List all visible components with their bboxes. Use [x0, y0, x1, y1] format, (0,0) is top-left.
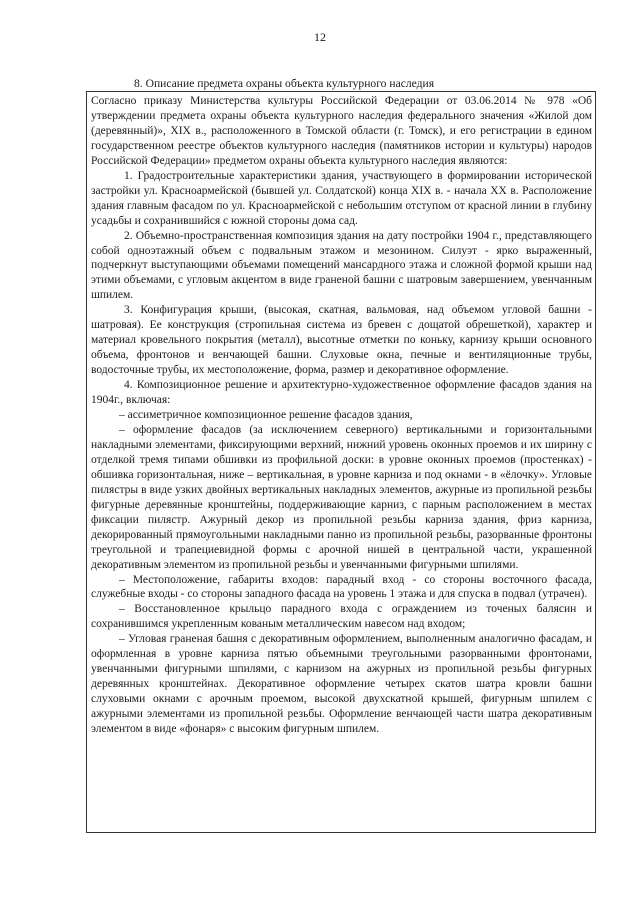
dash-item-porch: – Восстановленное крыльцо парадного входа с ограждением из точеных балясин и сохранившимся укрепленным кованым металлическим навесом над входом; — [91, 603, 592, 631]
dash-item-entrances: – Местоположение, габариты входов: парадный вход - со стороны восточного фасада, служебные входы - со стороны западного фасада на уровень 1 этажа и для спуска в подвал (утрачен). — [91, 573, 592, 601]
intro-paragraph: Согласно приказу Министерства культуры Российской Федерации от 03.06.2014 № 978 «Об утверждении предмета охраны объекта культурного наследия федерального значения «Жилой дом (деревянный)», XIX в., расположенного в Томской области (г. Томск), и его регистрации в едином государственном реестре объектов культурного наследия (памятников истории и культуры) народов Российской Федерации» предметом охраны объекта культурного наследия являются: — [91, 95, 592, 167]
page-number: 12 — [314, 30, 326, 44]
protection-subject-box — [86, 91, 596, 833]
dash-item-facade-decoration: – оформление фасадов (за исключением северного) вертикальными и горизонтальными накладными элементами, фиксирующими верхний, нижний уровень оконных проемов и их ширину с отделкой тремя типами обшивки из профильной доски: в уровне оконных проемов (простенках) - обшивка горизонтальная, ниже – вертикальная, в уровне карниза и под окнами - в «ёлочку». Угловые пилястры в виде узких двойных вертикальных накладных элементов, ажурные из пропильной резьбы фигурные деревянные кронштейны, поддерживающие карниз, с парным расположением в местах фиксации пилястр. Ажурный декор из пропильной резьбы карниза здания, фриз карниза, декорированный прямоугольными накладными панно из пропильной резьбы, разорванные фронтоны треугольной и трапециевидной формы с арочной нишей в центральной части, украшенной декоративным элементом из пропильной резьбы и увенчанными фигурными шпилями. — [91, 423, 592, 571]
dash-item-asymmetric: – ассиметричное композиционное решение фасадов здания, — [119, 409, 413, 422]
item-2-spatial-composition: 2. Объемно-пространственная композиция здания на дату постройки 1904 г., представляющего собой одноэтажный объем с подвальным этажом и мезонином. Силуэт - ярко выраженный, подчеркнут выступающими объемами помещений мансардного этажа и сложной формой крыши над этими объемами, с угловым акцентом в виде граненой башни с шатровым завершением, увенчанным шпилем. — [91, 229, 592, 302]
item-4-facade-composition: 4. Композиционное решение и архитектурно-художественное оформление фасадов здания на 1904г., включая: — [91, 379, 592, 407]
dash-item-corner-tower: – Угловая граненая башня с декоративным оформлением, выполненным аналогично фасадам, и оформленная в уровне карниза пятью объемными треугольными разорванными фронтонами, увенчанными фигурными шпилями, с карнизом на ажурных из пропильной резьбы фигурных деревянных кронштейнах. Декоративное оформление четырех скатов шатра кровли башни слуховыми окнами с арочным проемом, высокой двухскатной крышей, фигурным шпилем с ажурными элементами из пропильной резьбы. Оформление венчающей части шатра декоративным элементом в виде «фонаря» с высоким фигурным шпилем. — [91, 633, 592, 736]
item-1-urban-planning: 1. Градостроительные характеристики здания, участвующего в формировании исторической застройки ул. Красноармейской (бывшей ул. Солдатской) конца XIX в. - начала XX в. Расположение здания главным фасадом по ул. Красноармейской с небольшим отступом от красной линии в глубину усадьбы и сохранившийся с южной стороны дома сад. — [91, 169, 592, 227]
section-heading: 8. Описание предмета охраны объекта культурного наследия — [134, 77, 435, 90]
item-3-roof-configuration: 3. Конфигурация крыши, (высокая, скатная, вальмовая, над объемом угловой башни - шатровая). Ее конструкция (стропильная система из бревен с дощатой обрешеткой), характер и материал кровельного покрытия (металл), высотные отметки по коньку, карнизу крыши основного объема, фронтонов и венчающей башни. Слуховые окна, печные и вентиляционные трубы, водосточные трубы, их местоположение, форма, размер и декоративное оформление. — [91, 304, 592, 377]
